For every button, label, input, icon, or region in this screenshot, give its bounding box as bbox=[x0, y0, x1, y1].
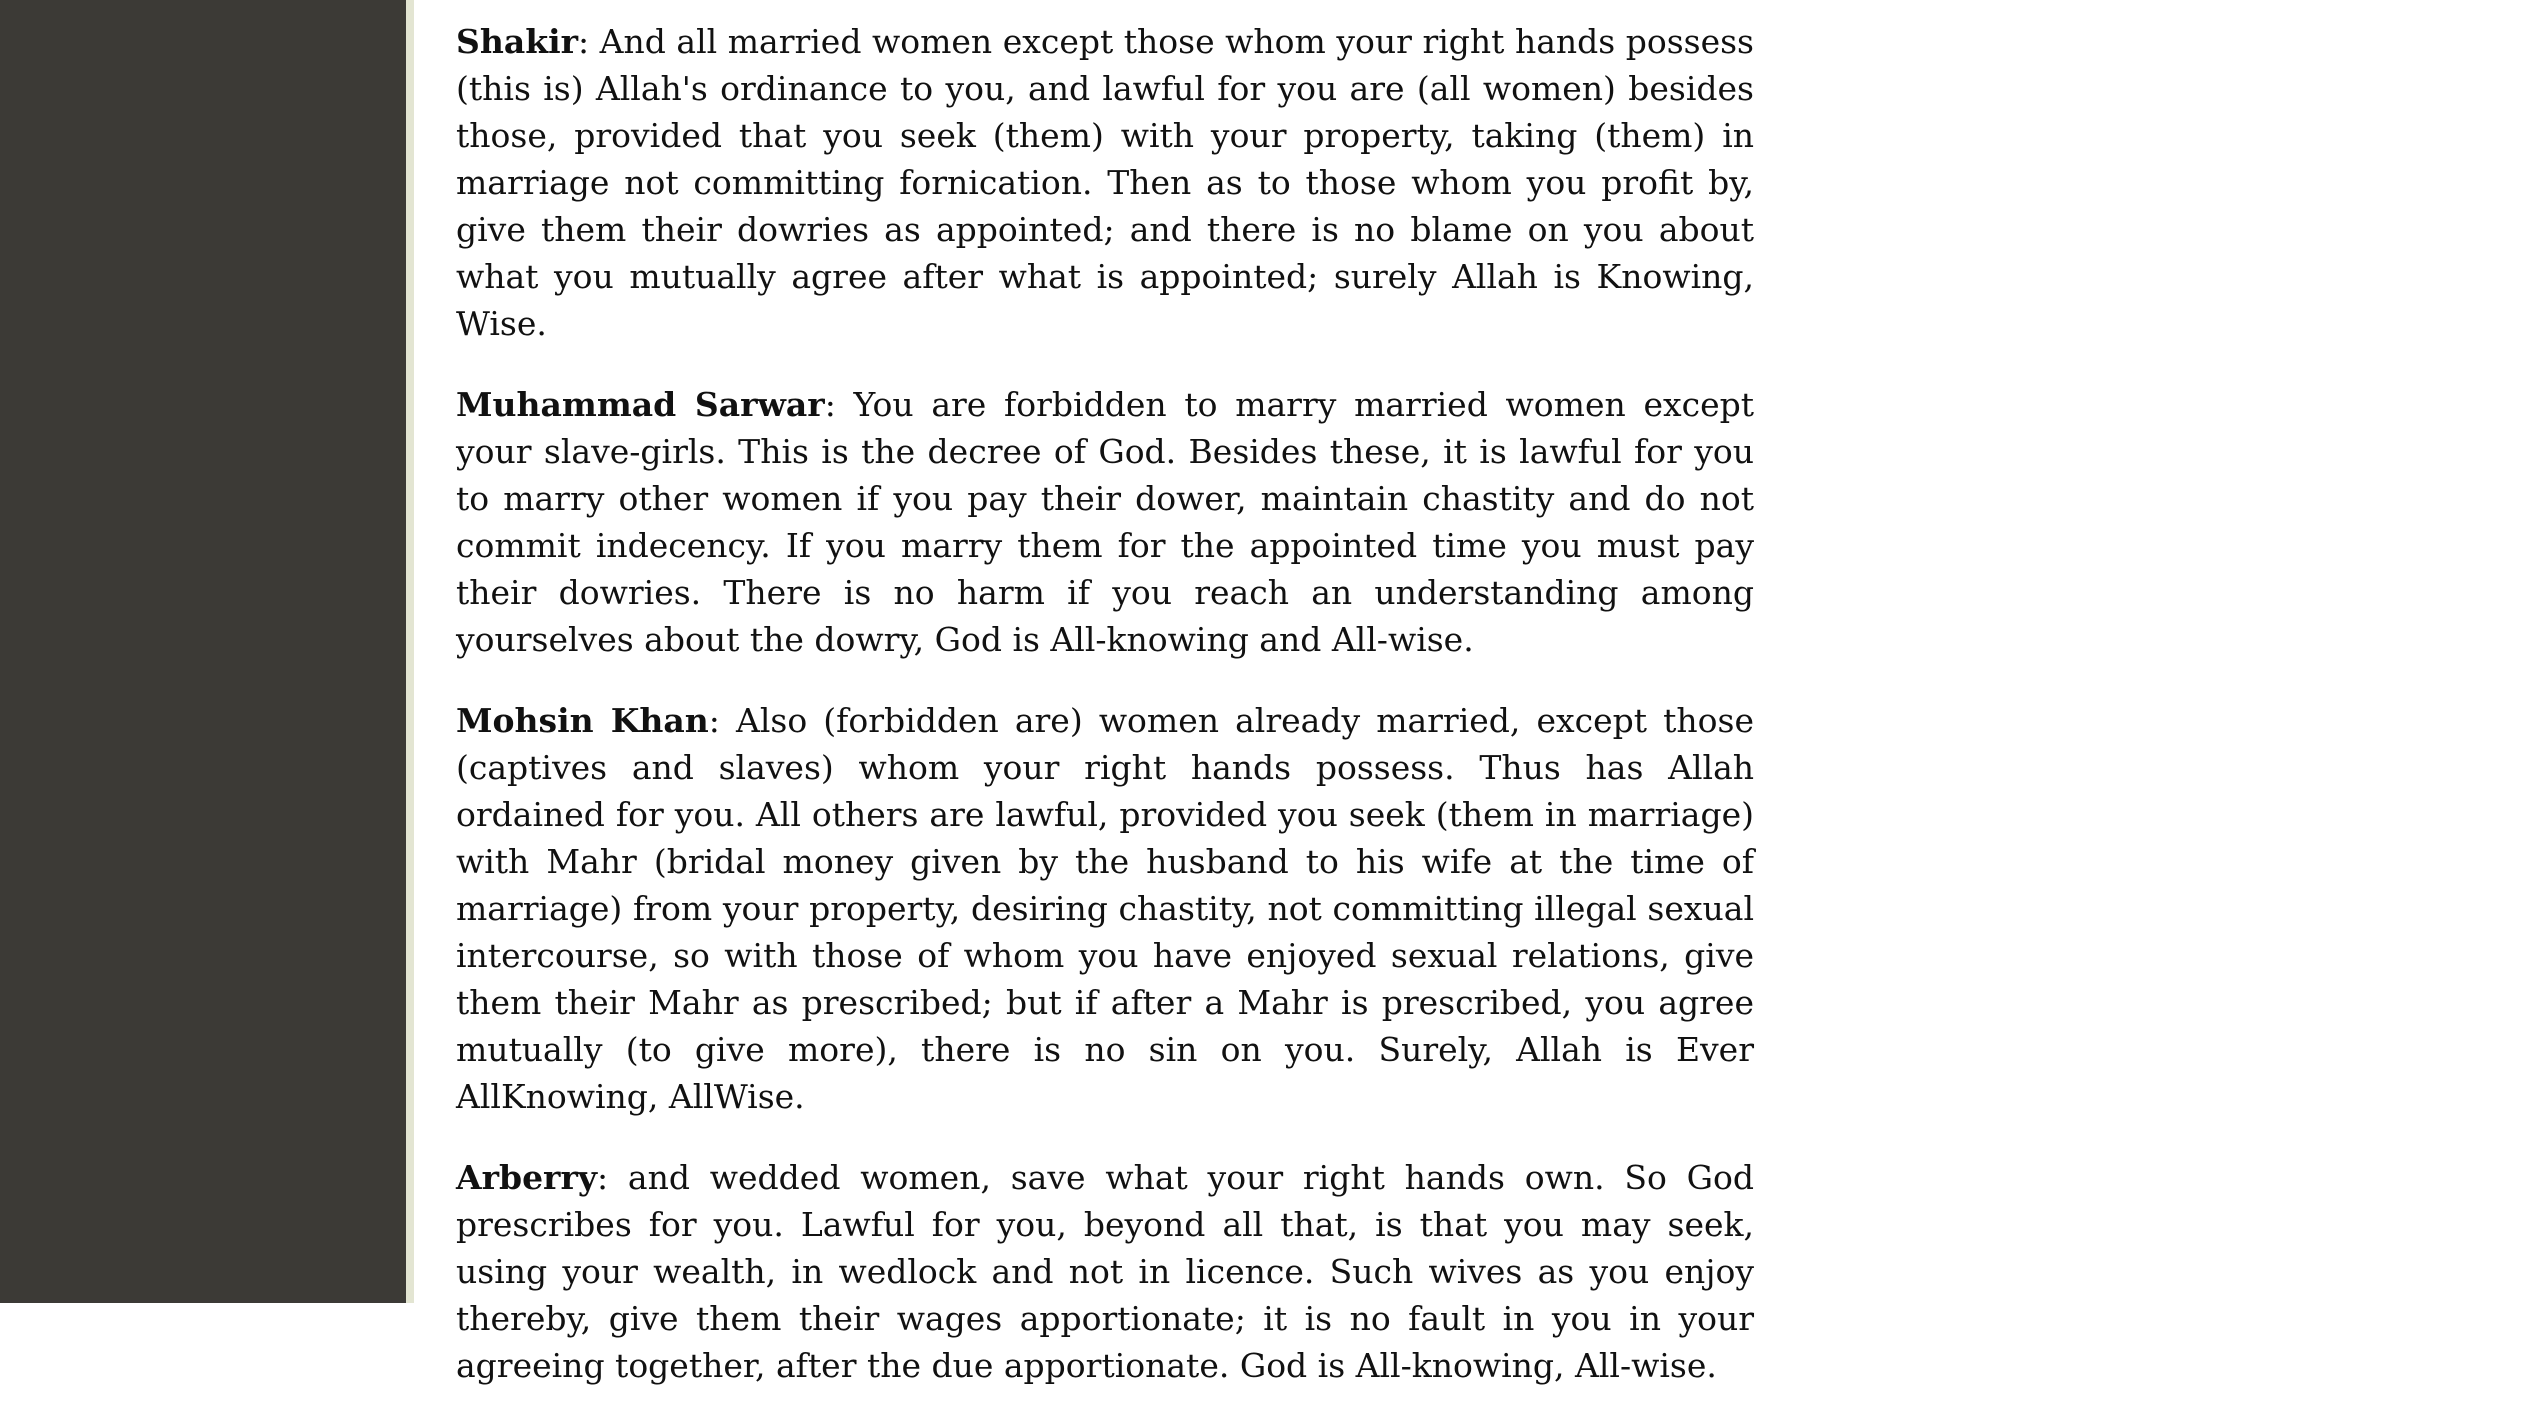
translation-text: : and wedded women, save what your right hands own. So God prescribes for you. Lawful for you, beyond all that, is that you may seek, using your wealth, in wedlock and not in licence. Such wives as you enjoy thereby, give them their wages apportionate; it is no fault in you in your agreeing together, after the due apportionate. God is All-knowing, All-wise. bbox=[456, 1158, 1754, 1385]
translation-text: : And all married women except those whom your right hands possess (this is) Allah's ordinance to you, and lawful for you are (all women) besides those, provided that you seek (them) with your property, taking (them) in marriage not committing fornication. Then as to those whom you profit by, give them their dowries as appointed; and there is no blame on you about what you mutually agree after what is appointed; surely Allah is Knowing, Wise. bbox=[456, 22, 1754, 343]
translation-text: : Also (forbidden are) women already married, except those (captives and slaves) whom your right hands possess. Thus has Allah ordained for you. All others are lawful, provided you seek (them in marriage) with Mahr (bridal money given by the husband to his wife at the time of marriage) from your property, desiring chastity, not committing illegal sexual intercourse, so with those of whom you have enjoyed sexual relations, give them their Mahr as prescribed; but if after a Mahr is prescribed, you agree mutually (to give more), there is no sin on you. Surely, Allah is Ever AllKnowing, AllWise. bbox=[456, 701, 1754, 1116]
translations-content bbox=[456, 18, 1754, 1423]
sidebar-edge-divider bbox=[406, 0, 414, 1303]
translation-text: : You are forbidden to marry married women except your slave-girls. This is the decree of God. Besides these, it is lawful for you to marry other women if you pay their dower, maintain chastity and do not commit indecency. If you marry them for the appointed time you must pay their dowries. There is no harm if you reach an understanding among yourselves about the dowry, God is All-knowing and All-wise. bbox=[456, 385, 1755, 659]
translation-muhammad-sarwar bbox=[456, 381, 1754, 663]
translation-mohsin-khan bbox=[456, 697, 1754, 1120]
translator-name: Muhammad Sarwar bbox=[456, 385, 825, 424]
translator-name: Mohsin Khan bbox=[456, 701, 709, 740]
left-sidebar-background bbox=[0, 0, 406, 1303]
translator-name: Shakir bbox=[456, 22, 578, 61]
translation-shakir bbox=[456, 18, 1754, 347]
translator-name: Arberry bbox=[456, 1158, 598, 1197]
translation-arberry bbox=[456, 1154, 1754, 1389]
